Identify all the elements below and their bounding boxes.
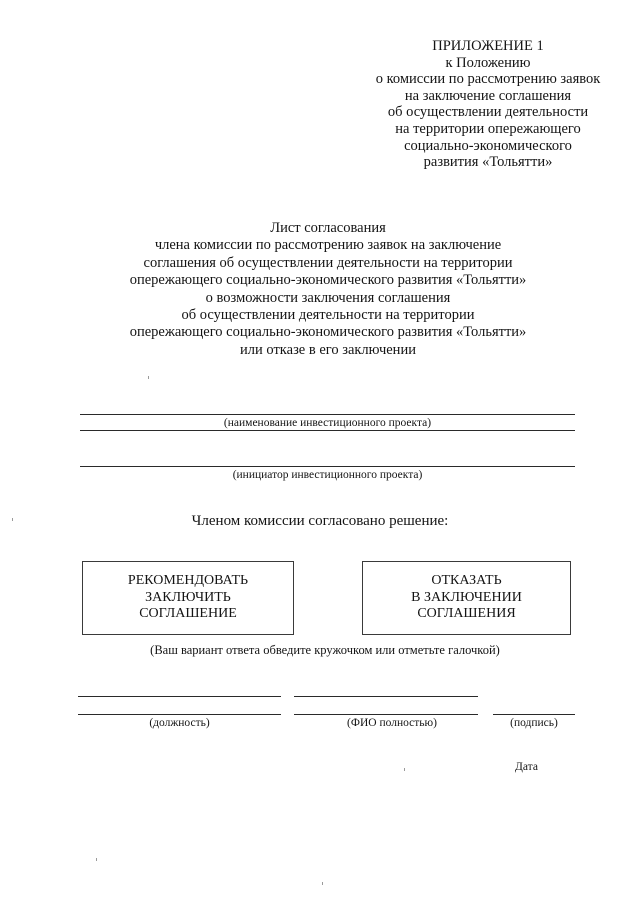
reject-option-box[interactable] bbox=[362, 561, 571, 635]
approve-option-box[interactable] bbox=[82, 561, 294, 635]
full-name-caption: (ФИО полностью) bbox=[347, 717, 437, 729]
title-line: члена комиссии по рассмотрению заявок на заключение bbox=[154, 237, 502, 254]
appendix-line: об осуществлении деятельности bbox=[387, 104, 589, 121]
appendix-line: развития «Тольятти» bbox=[423, 154, 553, 171]
scan-speck bbox=[96, 858, 97, 861]
appendix-line: социально-экономического bbox=[404, 137, 572, 154]
reject-option-line: ОТКАЗАТЬ bbox=[431, 573, 502, 589]
signature-caption: (подпись) bbox=[510, 717, 558, 729]
appendix-line: о комиссии по рассмотрению заявок bbox=[375, 71, 601, 88]
approval-sheet-title bbox=[90, 220, 566, 359]
position-caption: (должность) bbox=[149, 717, 210, 729]
project-name-line[interactable] bbox=[80, 430, 575, 431]
project-name-line-upper[interactable] bbox=[80, 414, 575, 415]
title-line: соглашения об осуществлении деятельности на территории bbox=[143, 254, 513, 271]
title-line: опережающего социально-экономического развития «Тольятти» bbox=[129, 324, 527, 341]
title-line: о возможности заключения соглашения bbox=[205, 289, 451, 306]
scan-speck bbox=[12, 518, 13, 521]
position-line[interactable] bbox=[78, 714, 281, 715]
project-name-caption: (наименование инвестиционного проекта) bbox=[223, 417, 432, 429]
scan-speck bbox=[404, 768, 405, 771]
title-line: об осуществлении деятельности на территории bbox=[181, 307, 475, 324]
full-name-line-upper[interactable] bbox=[294, 696, 478, 697]
reject-option-line: В ЗАКЛЮЧЕНИИ bbox=[411, 589, 522, 605]
appendix-header bbox=[352, 38, 624, 171]
appendix-line: к Положению bbox=[445, 54, 531, 71]
appendix-line: ПРИЛОЖЕНИЕ 1 bbox=[432, 38, 544, 54]
scan-speck bbox=[322, 882, 323, 885]
initiator-line[interactable] bbox=[80, 466, 575, 467]
signature-line[interactable] bbox=[493, 714, 575, 715]
title-line: или отказе в его заключении bbox=[240, 341, 416, 358]
initiator-caption: (инициатор инвестиционного проекта) bbox=[232, 469, 423, 481]
appendix-line: на территории опережающего bbox=[395, 120, 581, 137]
appendix-line: на заключение соглашения bbox=[404, 87, 572, 104]
approve-option-line: ЗАКЛЮЧИТЬ bbox=[145, 589, 231, 605]
answer-instruction: (Ваш вариант ответа обведите кружочком или отметьте галочкой) bbox=[150, 643, 500, 657]
title-line: опережающего социально-экономического развития «Тольятти» bbox=[129, 272, 527, 289]
decision-heading: Членом комиссии согласовано решение: bbox=[191, 513, 449, 529]
approve-option-line: СОГЛАШЕНИЕ bbox=[139, 606, 237, 622]
reject-option-line: СОГЛАШЕНИЯ bbox=[417, 606, 516, 622]
full-name-line[interactable] bbox=[294, 714, 478, 715]
scan-speck bbox=[148, 376, 149, 379]
position-line-upper[interactable] bbox=[78, 696, 281, 697]
date-label: Дата bbox=[515, 761, 538, 773]
title-line: Лист согласования bbox=[270, 220, 386, 236]
approve-option-line: РЕКОМЕНДОВАТЬ bbox=[127, 573, 249, 589]
